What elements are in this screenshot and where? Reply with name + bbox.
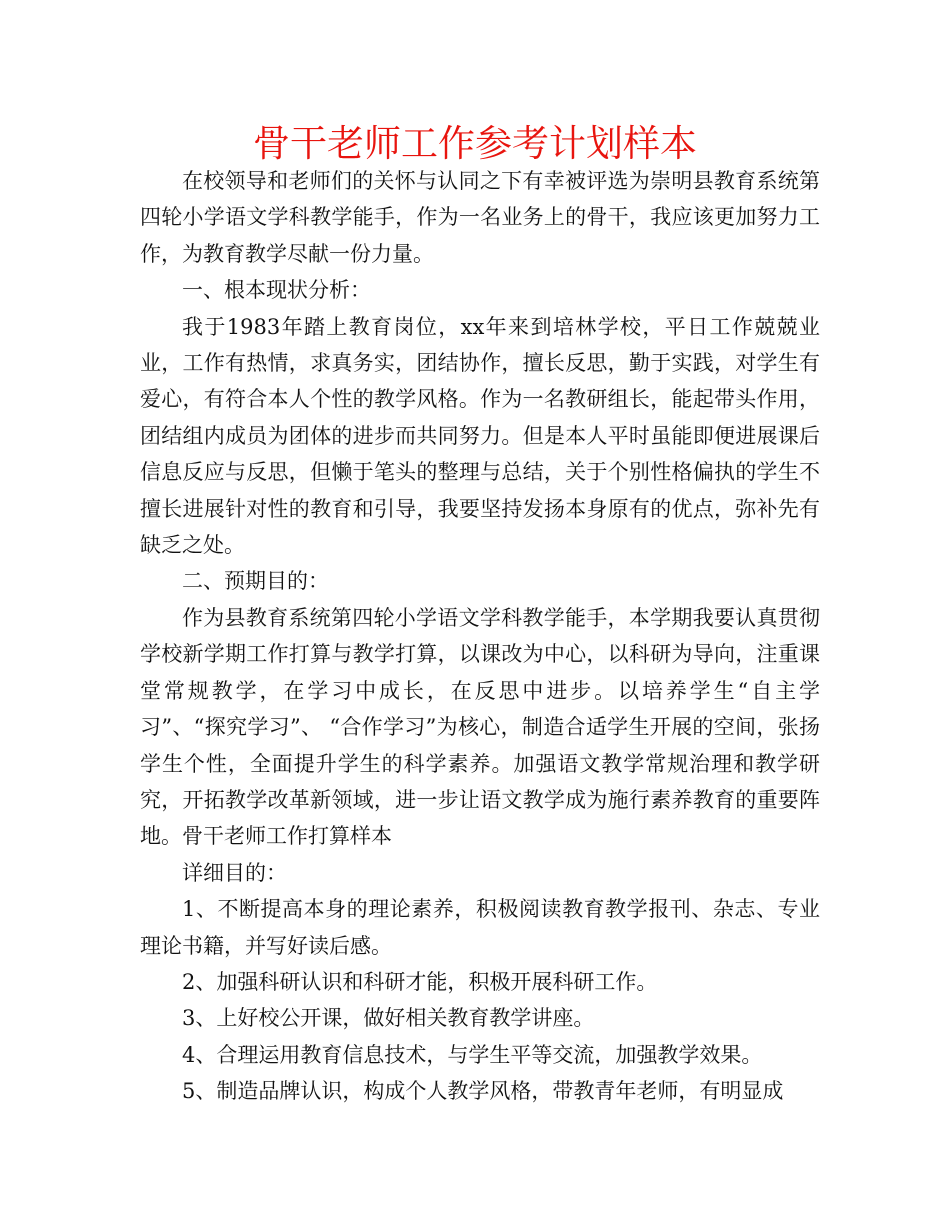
paragraph-intro: 在校领导和老师们的关怀与认同之下有幸被评选为崇明县教育系统第四轮小学语文学科教学能手，作为一名业务上的骨干，我应该更加努力工作，为教育教学尽献一份力量。: [140, 169, 820, 266]
list-item: 1、不断提高本身的理论素养，积极阅读教育教学报刊、杂志、专业理论书籍，并写好读后感。: [140, 897, 820, 958]
heading-expected-goals: 二、预期目的：: [182, 569, 329, 594]
heading-detailed-goals: 详细目的：: [182, 860, 287, 885]
document-title: 骨干老师工作参考计划样本: [253, 122, 697, 165]
list-item: 5、制造品牌认识，构成个人教学风格，带教青年老师，有明显成: [182, 1079, 784, 1104]
document-body: [140, 163, 820, 1110]
paragraph-situation: 我于1983年踏上教育岗位，xx年来到培林学校，平日工作兢兢业业，工作有热情，求真务实，团结协作，擅长反思，勤于实践，对学生有爱心，有符合本人个性的教学风格。作为一名教研组长，能起带头作用，团结组内成员为团体的进步而共同努力。但是本人平时虽能即便进展课后信息反应与反思，但懒于笔头的整理与总结，关于个别性格偏执的学生不擅长进展针对性的教育和引导，我要坚持发扬本身原有的优点，弥补先有缺乏之处。: [140, 314, 820, 558]
paragraph-goals: 作为县教育系统第四轮小学语文学科教学能手，本学期我要认真贯彻学校新学期工作打算与教学打算，以课改为中心，以科研为导向，注重课堂常规教学，在学习中成长，在反思中进步。以培养学生“自主学习”、“探究学习”、 “合作学习”为核心，制造合适学生开展的空间，张扬学生个性，全面提升学生的科学素养。加强语文教学常规治理和教学研究，开拓教学改革新领域，进一步让语文教学成为施行素养教育的重要阵地。骨干老师工作打算样本: [140, 605, 820, 849]
list-item: 3、上好校公开课，做好相关教育教学讲座。: [182, 1006, 595, 1031]
list-item: 2、加强科研认识和科研才能，积极开展科研工作。: [182, 969, 658, 994]
list-item: 4、合理运用教育信息技术，与学生平等交流，加强教学效果。: [182, 1042, 763, 1067]
heading-situation-analysis: 一、根本现状分析：: [182, 278, 371, 303]
